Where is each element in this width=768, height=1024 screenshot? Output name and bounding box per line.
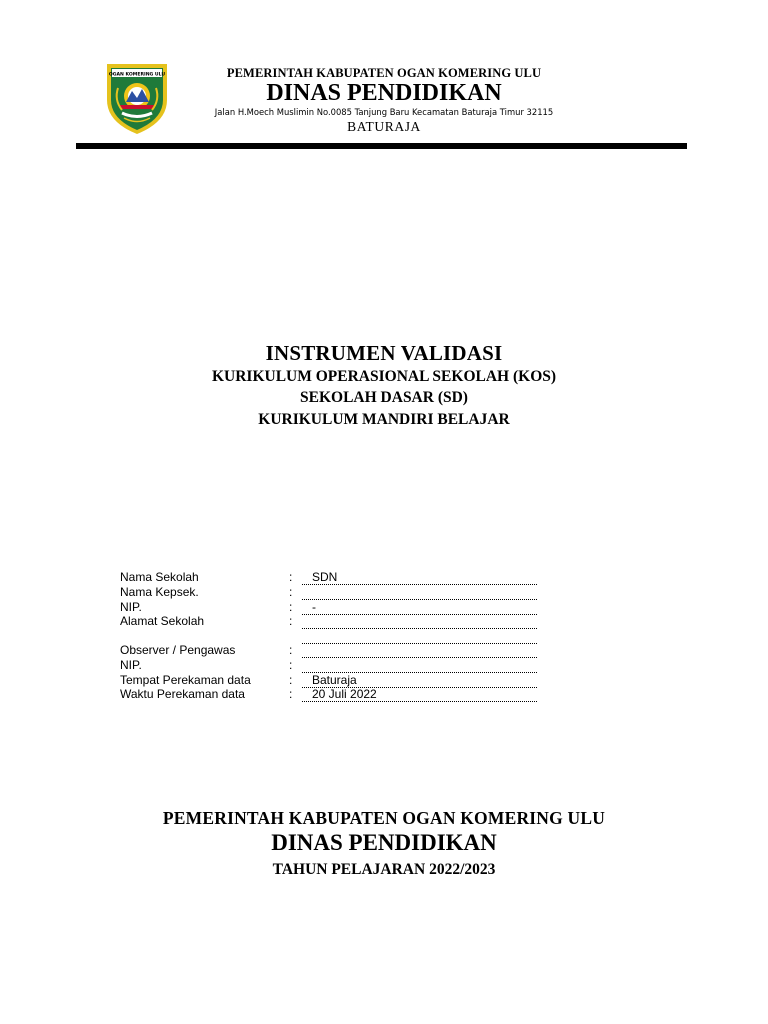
form-colon: :: [289, 687, 293, 701]
document-subtitle-kos: KURIKULUM OPERASIONAL SEKOLAH (KOS): [211, 368, 557, 385]
letterhead-government: PEMERINTAH KABUPATEN OGAN KOMERING ULU: [226, 66, 542, 80]
form-label: Waktu Perekaman data: [120, 687, 245, 701]
form-colon: :: [289, 658, 293, 672]
logo-text: OGAN KOMERING ULU: [108, 72, 166, 78]
letterhead-department: DINAS PENDIDIKAN: [266, 80, 502, 106]
footer-department: DINAS PENDIDIKAN: [271, 830, 497, 855]
document-subtitle-sd: SEKOLAH DASAR (SD): [300, 389, 468, 406]
form-label: Nama Sekolah: [120, 570, 199, 584]
alamat-sekolah-field[interactable]: [302, 614, 537, 629]
footer-academic-year: TAHUN PELAJARAN 2022/2023: [272, 861, 496, 878]
document-title: INSTRUMEN VALIDASI: [265, 341, 503, 365]
alamat-sekolah-line-2[interactable]: [302, 629, 537, 644]
form-colon: :: [289, 570, 293, 584]
nama-sekolah-field[interactable]: [302, 570, 537, 585]
nama-kepsek-field[interactable]: [302, 585, 537, 600]
form-colon: :: [289, 585, 293, 599]
form-colon: :: [289, 600, 293, 614]
regency-coat-of-arms-icon: [104, 58, 170, 136]
form-label: Tempat Perekaman data: [120, 673, 251, 687]
nip-kepsek-field[interactable]: [302, 600, 537, 615]
form-value: 20 Juli 2022: [312, 687, 377, 701]
waktu-perekaman-field[interactable]: [302, 687, 537, 702]
form-label: Nama Kepsek.: [120, 585, 199, 599]
letterhead-city: BATURAJA: [347, 119, 421, 134]
footer-government: PEMERINTAH KABUPATEN OGAN KOMERING ULU: [162, 808, 606, 828]
letterhead-rule: [76, 143, 687, 149]
form-colon: :: [289, 643, 293, 657]
nip-observer-field[interactable]: [302, 658, 537, 673]
letterhead-address: Jalan H.Moech Muslimin No.0085 Tanjung Baru Kecamatan Baturaja Timur 32115: [214, 107, 554, 117]
form-label: NIP.: [120, 600, 142, 614]
form-label: NIP.: [120, 658, 142, 672]
form-label: Observer / Pengawas: [120, 643, 236, 657]
form-label: Alamat Sekolah: [120, 614, 205, 628]
form-value: Baturaja: [312, 673, 357, 687]
form-value: -: [312, 600, 316, 614]
form-colon: :: [289, 673, 293, 687]
tempat-perekaman-field[interactable]: [302, 673, 537, 688]
observer-field[interactable]: [302, 643, 537, 658]
document-subtitle-curriculum: KURIKULUM MANDIRI BELAJAR: [258, 411, 510, 428]
form-colon: :: [289, 614, 293, 628]
form-value: SDN: [312, 570, 338, 584]
